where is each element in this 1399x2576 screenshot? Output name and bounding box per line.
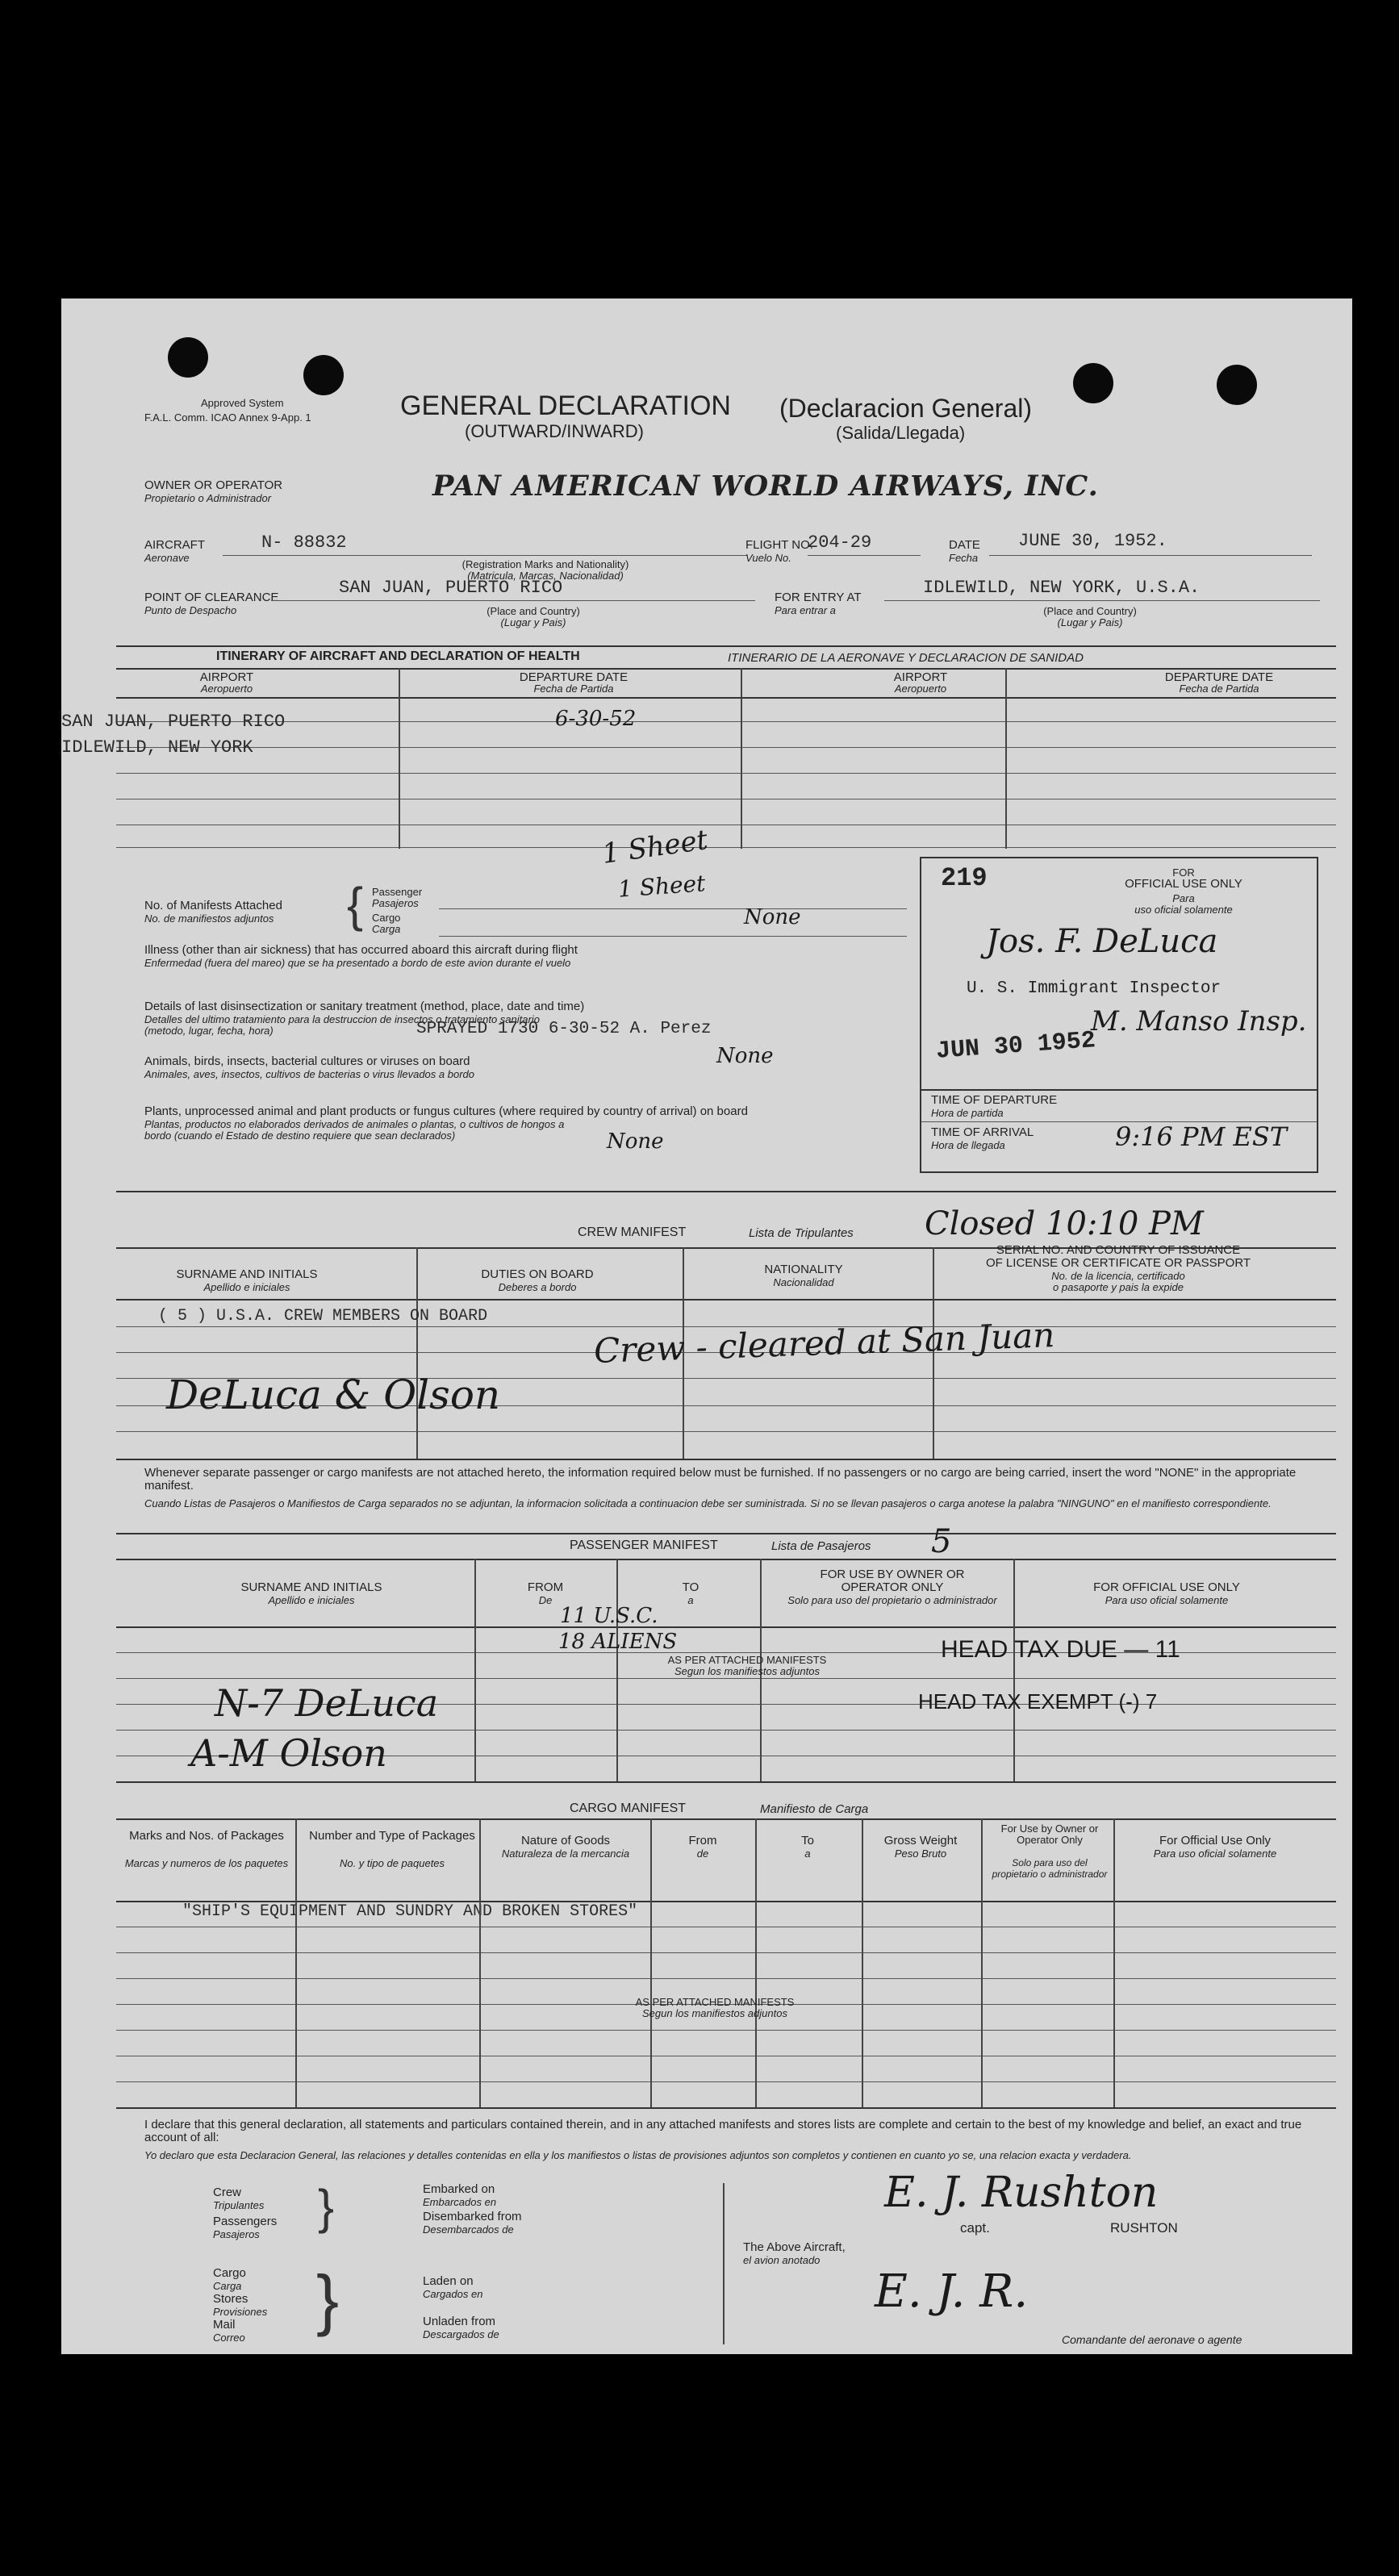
crew-col-license-es: No. de la licencia, certificado (1051, 1270, 1185, 1282)
itinerary-col-date-2: DEPARTURE DATE (1164, 670, 1274, 684)
passenger-col-to-es: a (687, 1594, 694, 1606)
passenger-col-name: SURNAME AND INITIALS (240, 1580, 382, 1594)
official-title: OFFICIAL USE ONLY (1125, 877, 1242, 891)
aircraft-label-es: Aeronave (144, 552, 190, 564)
manifests-label-es: No. de manifiestos adjuntos (144, 912, 274, 925)
entry-label-es: Para entrar a (775, 604, 836, 616)
approved-reference: F.A.L. Comm. ICAO Annex 9-App. 1 (144, 411, 311, 424)
illness-label: Illness (other than air sickness) that has occurred aboard this aircraft during flight (144, 943, 578, 957)
declaration-es: Yo declaro que esta Declaracion General, las relaciones y detalles contenidas en ella y los manifiestos o listas de provisiones adjuntos son completos y contienen en cuanto yo se, una relacion exacta y verdadera. (144, 2149, 1132, 2161)
owner-label-es: Propietario o Administrador (144, 492, 272, 504)
decl-capt: capt. (960, 2220, 990, 2236)
entry-value: IDLEWILD, NEW YORK, U.S.A. (923, 578, 1201, 598)
decl-passengers: Passengers (213, 2215, 278, 2228)
hw-illness-none: None (744, 905, 801, 929)
disinsection-label-es2: (metodo, lugar, fecha, hora) (144, 1025, 274, 1037)
official-signature-1: Jos. F. DeLuca (986, 923, 1218, 960)
decl-laden-es: Cargados en (423, 2288, 483, 2300)
cargo-col-nature: Nature of Goods (520, 1834, 611, 1847)
animals-label-es: Animales, aves, insectos, cultivos de bacterias o virus llevados a bordo (144, 1068, 474, 1080)
official-number: 219 (941, 863, 988, 893)
sprayed-value: SPRAYED 1730 6-30-52 A. Perez (416, 1020, 712, 1038)
departure-time-label: TIME OF DEPARTURE (931, 1093, 1058, 1107)
date-stamp: JUN 30 1952 (935, 1027, 1096, 1066)
cargo-col-official: For Official Use Only (1159, 1834, 1272, 1847)
passenger-label-es: Pasajeros (372, 897, 419, 909)
itinerary-row2-airport: IDLEWILD, NEW YORK (61, 737, 253, 758)
flight-label-es: Vuelo No. (745, 552, 791, 564)
cargo-col-to-es: a (804, 1847, 811, 1860)
date-label: DATE (949, 538, 980, 552)
itinerary-col-date-2-es: Fecha de Partida (1179, 683, 1259, 695)
brace-icon: { (347, 878, 364, 932)
date-value: JUNE 30, 1952. (1018, 531, 1167, 551)
approved-system: Approved System (201, 397, 284, 409)
passenger-col-owner-es: Solo para uso del propietario o administrador (787, 1594, 997, 1606)
cargo-col-from-es: de (696, 1847, 709, 1860)
decl-stores: Stores (213, 2292, 248, 2306)
decl-unladen: Unladen from (423, 2315, 496, 2328)
official-title-es: Para (1172, 892, 1195, 904)
decl-agent-es: Comandante del aeronave o agente (1062, 2333, 1242, 2346)
clearance-label: POINT OF CLEARANCE (144, 591, 279, 604)
itinerary-row1-date: 6-30-52 (555, 707, 637, 731)
cargo-title-es: Manifiesto de Carga (760, 1802, 869, 1816)
crew-col-duties: DUTIES ON BOARD (481, 1267, 594, 1281)
itinerary-col-airport-2: AIRPORT (893, 670, 948, 684)
crew-cleared-note: Crew - cleared at San Juan (593, 1315, 1056, 1371)
passenger-attached: AS PER ATTACHED MANIFESTS (667, 1654, 827, 1666)
note-en: Whenever separate passenger or cargo manifests are not attached hereto, the information required below must be furnished. If no passengers or no cargo are being carried, insert the word "NONE" in the appropriate manifest. (144, 1466, 1297, 1493)
passenger-col-official: FOR OFFICIAL USE ONLY (1093, 1580, 1240, 1594)
plants-label-es2: bordo (cuando el Estado de destino requiere que sean declarados) (144, 1129, 456, 1142)
punch-hole (1073, 363, 1113, 403)
cargo-col-from: From (688, 1834, 717, 1847)
punch-hole (1217, 365, 1257, 405)
passenger-count: 5 (931, 1523, 952, 1560)
official-signature-2: M. Manso Insp. (1091, 1005, 1307, 1037)
disinsection-label: Details of last disinsectization or sanitary treatment (method, place, date and time) (144, 1000, 585, 1013)
clearance-note-es: (Lugar y Pais) (500, 616, 566, 628)
agent-signature: E. J. R. (875, 2265, 1029, 2318)
hw-cargo-sheets: 1 Sheet (616, 870, 707, 903)
passenger-signature-2: A-M Olson (190, 1731, 387, 1775)
cargo-col-official-es: Para uso oficial solamente (1153, 1847, 1277, 1860)
disinsection-label-es: Detalles del ultimo tratamiento para la destruccion de insectos o tratamiento sanitario (144, 1013, 540, 1025)
decl-stores-es: Provisiones (213, 2306, 268, 2318)
crew-col-nationality-es: Nacionalidad (773, 1276, 834, 1288)
flight-label: FLIGHT NO. (745, 538, 813, 552)
form-title-es: (Declaracion General) (779, 394, 1033, 423)
hw-passenger-sheets: 1 Sheet (599, 824, 710, 870)
passenger-label: Passenger (372, 886, 423, 898)
passenger-aliens: 18 ALIENS (558, 1630, 678, 1654)
arrival-time-label: TIME OF ARRIVAL (931, 1125, 1034, 1139)
itinerary-col-airport-2-es: Aeropuerto (894, 683, 947, 695)
entry-note-es: (Lugar y Pais) (1057, 616, 1123, 628)
passenger-col-from: FROM (527, 1580, 564, 1594)
clearance-value: SAN JUAN, PUERTO RICO (339, 578, 563, 598)
cargo-attached: AS PER ATTACHED MANIFESTS (635, 1996, 795, 2008)
plants-label-es: Plantas, productos no elaborados derivados de animales o plantas, o cultivos de hongos a (144, 1118, 565, 1130)
itinerary-title-es: ITINERARIO DE LA AERONAVE Y DECLARACION DE SANIDAD (728, 651, 1084, 665)
cargo-col-weight-es: Peso Bruto (894, 1847, 947, 1860)
passenger-title: PASSENGER MANIFEST (570, 1539, 718, 1552)
manifests-label: No. of Manifests Attached (144, 899, 282, 912)
head-tax-due: HEAD TAX DUE — 11 (941, 1636, 1180, 1663)
passenger-col-name-es: Apellido e iniciales (268, 1594, 355, 1606)
crew-col-duties-es: Deberes a bordo (498, 1281, 577, 1293)
cargo-col-owner-es: Solo para uso del propietario o administrador (992, 1857, 1108, 1880)
captain-signature: E. J. Rushton (884, 2169, 1159, 2217)
crew-title: CREW MANIFEST (578, 1225, 687, 1239)
cargo-col-number: Number and Type of Packages (309, 1829, 475, 1843)
general-declaration-form (61, 299, 1352, 2354)
punch-hole (168, 337, 208, 378)
brace-icon: } (318, 2180, 335, 2234)
official-for: FOR (1172, 866, 1195, 879)
passenger-usc: 11 U.S.C. (560, 1604, 658, 1628)
cargo-col-weight: Gross Weight (883, 1834, 958, 1847)
clearance-label-es: Punto de Despacho (144, 604, 237, 616)
crew-col-name: SURNAME AND INITIALS (176, 1267, 318, 1281)
cargo-col-marks-es: Marcas y numeros de los paquetes (124, 1857, 289, 1869)
form-subtitle: (OUTWARD/INWARD) (465, 421, 644, 441)
aircraft-note: (Registration Marks and Nationality) (461, 558, 629, 570)
decl-embarked-es: Embarcados en (423, 2196, 497, 2208)
illness-label-es: Enfermedad (fuera del mareo) que se ha presentado a bordo de este avion durante el vuelo (144, 957, 571, 969)
itinerary-col-airport-es: Aeropuerto (200, 683, 253, 695)
cargo-col-number-es: No. y tipo de paquetes (339, 1857, 445, 1869)
itinerary-title: ITINERARY OF AIRCRAFT AND DECLARATION OF HEALTH (216, 649, 580, 663)
decl-disembarked-es: Desembarcados de (423, 2223, 514, 2236)
crew-names: DeLuca & Olson (166, 1372, 501, 1418)
hw-plants-none: None (607, 1129, 664, 1154)
cargo-col-nature-es: Naturaleza de la mercancia (501, 1847, 630, 1860)
itinerary-col-airport: AIRPORT (199, 670, 254, 684)
decl-embarked: Embarked on (423, 2182, 495, 2196)
form-title: GENERAL DECLARATION (400, 390, 731, 421)
passenger-col-owner: FOR USE BY OWNER OR OPERATOR ONLY (820, 1568, 965, 1594)
decl-crew-es: Tripulantes (213, 2199, 265, 2211)
hw-animals-none: None (716, 1044, 774, 1068)
passenger-col-from-es: De (538, 1594, 553, 1606)
crew-col-nationality: NATIONALITY (764, 1263, 843, 1276)
aircraft-label: AIRCRAFT (144, 538, 205, 552)
cargo-col-owner: For Use by Owner or Operator Only (1000, 1822, 1099, 1846)
flight-value: 204-29 (808, 532, 872, 553)
brace-icon: } (316, 2261, 340, 2337)
decl-cargo: Cargo (213, 2266, 246, 2280)
decl-above-aircraft-es: el avion anotado (743, 2254, 821, 2266)
decl-disembarked: Disembarked from (423, 2210, 522, 2223)
head-tax-exempt: HEAD TAX EXEMPT (-) 7 (918, 1689, 1158, 1714)
decl-mail-es: Correo (213, 2332, 245, 2344)
passenger-title-es: Lista de Pasajeros (771, 1539, 871, 1553)
clearance-note: (Place and Country) (487, 605, 580, 617)
punch-hole (303, 355, 344, 395)
note-es: Cuando Listas de Pasajeros o Manifiestos de Carga separados no se adjuntan, la informacion solicitada a continuacion debe ser suministrada. Si no se llevan pasajeros o carga anotese la palabra "NINGUNO" en el manifiesto correspondiente. (144, 1497, 1272, 1509)
decl-unladen-es: Descargados de (423, 2328, 499, 2340)
passenger-signature-1: N-7 DeLuca (215, 1681, 439, 1725)
crew-col-name-es: Apellido e iniciales (203, 1281, 290, 1293)
aircraft-note-es: (Matricula, Marcas, Nacionalidad) (467, 570, 624, 582)
official-title-es2: uso oficial solamente (1134, 904, 1233, 916)
itinerary-row1-airport: SAN JUAN, PUERTO RICO (61, 712, 286, 732)
owner-value: PAN AMERICAN WORLD AIRWAYS, INC. (432, 470, 1099, 503)
declaration-en: I declare that this general declaration, all statements and particulars contained therein, and in any attached manifests and stores lists are complete and certain to the best of my knowledge and belief, an exact and true account of all: (144, 2118, 1302, 2144)
cargo-col-to: To (801, 1834, 814, 1847)
arrival-time-label-es: Hora de llegada (931, 1139, 1005, 1151)
decl-crew: Crew (213, 2186, 242, 2199)
decl-mail: Mail (213, 2318, 236, 2332)
decl-cargo-es: Carga (213, 2280, 242, 2292)
cargo-label-es: Carga (372, 923, 401, 935)
passenger-col-to: TO (682, 1580, 700, 1594)
official-use-box (920, 857, 1318, 1173)
decl-above-aircraft: The Above Aircraft, (743, 2240, 846, 2254)
crew-col-license-es2: o pasaporte y pais la expide (1053, 1281, 1184, 1293)
passenger-col-official-es: Para uso oficial solamente (1105, 1594, 1229, 1606)
itinerary-col-date: DEPARTURE DATE (519, 670, 629, 684)
entry-note: (Place and Country) (1043, 605, 1137, 617)
crew-col-license-2: OF LICENSE OR CERTIFICATE OR PASSPORT (985, 1256, 1251, 1270)
crew-closed: Closed 10:10 PM (925, 1205, 1204, 1242)
cargo-label: Cargo (372, 912, 401, 924)
crew-title-es: Lista de Tripulantes (749, 1226, 854, 1240)
crew-col-license: SERIAL NO. AND COUNTRY OF ISSUANCE (996, 1243, 1241, 1257)
cargo-attached-es: Segun los manifiestos adjuntos (642, 2007, 787, 2019)
arrival-time-value: 9:16 PM EST (1115, 1121, 1288, 1152)
decl-rushton: RUSHTON (1110, 2220, 1178, 2236)
inspector-title: U. S. Immigrant Inspector (967, 979, 1222, 998)
crew-row-1: ( 5 ) U.S.A. CREW MEMBERS ON BOARD (158, 1307, 488, 1326)
cargo-title: CARGO MANIFEST (570, 1802, 687, 1815)
cargo-row-1: "SHIP'S EQUIPMENT AND SUNDRY AND BROKEN STORES" (182, 1902, 638, 1921)
cargo-col-marks: Marks and Nos. of Packages (129, 1829, 284, 1843)
decl-laden: Laden on (423, 2274, 474, 2288)
departure-time-label-es: Hora de partida (931, 1107, 1004, 1119)
aircraft-value: N- 88832 (261, 532, 347, 553)
itinerary-col-date-es: Fecha de Partida (533, 683, 614, 695)
entry-label: FOR ENTRY AT (775, 591, 862, 604)
owner-label: OWNER OR OPERATOR (144, 478, 283, 492)
animals-label: Animals, birds, insects, bacterial cultures or viruses on board (144, 1054, 470, 1068)
form-subtitle-es: (Salida/Llegada) (836, 423, 966, 443)
plants-label: Plants, unprocessed animal and plant products or fungus cultures (where required by country of arrival) on board (144, 1104, 748, 1118)
passenger-attached-es: Segun los manifiestos adjuntos (674, 1665, 820, 1677)
decl-passengers-es: Pasajeros (213, 2228, 260, 2240)
date-label-es: Fecha (949, 552, 979, 564)
